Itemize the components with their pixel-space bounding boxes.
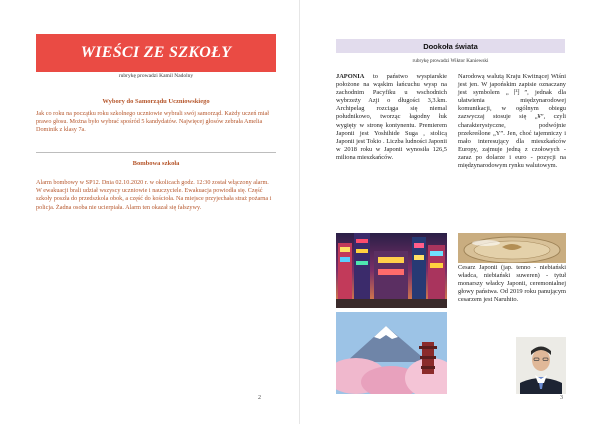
- byline-right: rubrykę prowadzi Wiktor Kaniewski: [412, 58, 489, 64]
- right-page-title: Dookoła świata: [336, 39, 565, 53]
- column-japan-intro: [336, 73, 447, 162]
- page-number-right: 3: [560, 395, 563, 401]
- byline-left: rubrykę prowadzi Kamil Nadolny: [118, 73, 194, 79]
- section-title-bomb: Bombowa szkoła: [132, 160, 180, 167]
- tokyo-street-image: [336, 233, 447, 308]
- currency-text: Narodową walutą Kraju Kwitnącej Wiśni jest jen. W japońskim zapisie oznaczany jest symbolem „円”, jednak dla ułatwienia międzynarodowej komunikacji, w ogólnym obiegu zazwyczaj stosuje się „¥”, czyli charakterystyczne, podwójnie przekreślone „Y”. Jen, choć tajemniczy i mało interesujący dla mieszkańców Europy, zajmuje jedną z czołowych - zaraz po dolarze i euro - pozycji na międzynarodowym rynku walutowym.: [458, 73, 566, 170]
- column-currency: [458, 73, 566, 170]
- emperor-caption: Cesarz Japonii (jap. tenno - niebiański władca, niebiański suweren) - tytuł monarszy władcy Japonii, ceremonialnej głowy państwa. Od 2019 roku panującym cesarzem jest Naruhito.: [458, 264, 566, 304]
- emperor-portrait-image: [516, 337, 566, 394]
- section-body-elections: Jak co roku na początku roku szkolnego uczniowie wybrali swój samorząd. Każdy uczeń miał prawo głosu. Można było wybrać spośród 5 kandydatów. Najwięcej głosów zebrała Amelia Dominik z klasy 7a.: [36, 110, 269, 134]
- page-number-left: 2: [258, 395, 261, 401]
- yen-coin-image: [458, 233, 566, 263]
- mount-fuji-image: [336, 312, 447, 394]
- banner-title: WIEŚCI ZE SZKOŁY: [36, 34, 276, 72]
- lead-word-japan: JAPONIA: [336, 73, 365, 80]
- section-divider: [36, 152, 276, 153]
- section-title-elections: Wybory do Samorządu Uczniowskiego: [102, 98, 210, 105]
- section-body-bomb: Alarm bombowy w SP12. Dnia 02.10.2020 r. w okolicach godz. 12:30 został włączony alarm. W ewakuacji brali udział wszyscy uczniowie i nauczyciele. Ewakuacja powiodła się. Część szkoły poszła do przedszkola obok, a część do kościoła. Na miejsce przyjechała straż pożarna i policja. Żadna osoba nie ucierpiała. Alarm ten okazał się fałszywy.: [36, 179, 272, 211]
- japan-intro-text: to państwo wyspiarskie położone na wąskim łańcuchu wysp na zachodnim Pacyfiku u wschodnich wybrzeży Azji o długości 3,3.km. Archipelag rozciąga się niemal południkowo, tworząc łagodny łuk wygięty w stronę kontynentu. Premierem Japonii jest Yoshihide Suga , stolicą Japonii jest Tokio . Liczba ludności Japonii w 2018 roku w Japonii wynosiła 126,5 miliona mieszkańców.: [336, 73, 447, 161]
